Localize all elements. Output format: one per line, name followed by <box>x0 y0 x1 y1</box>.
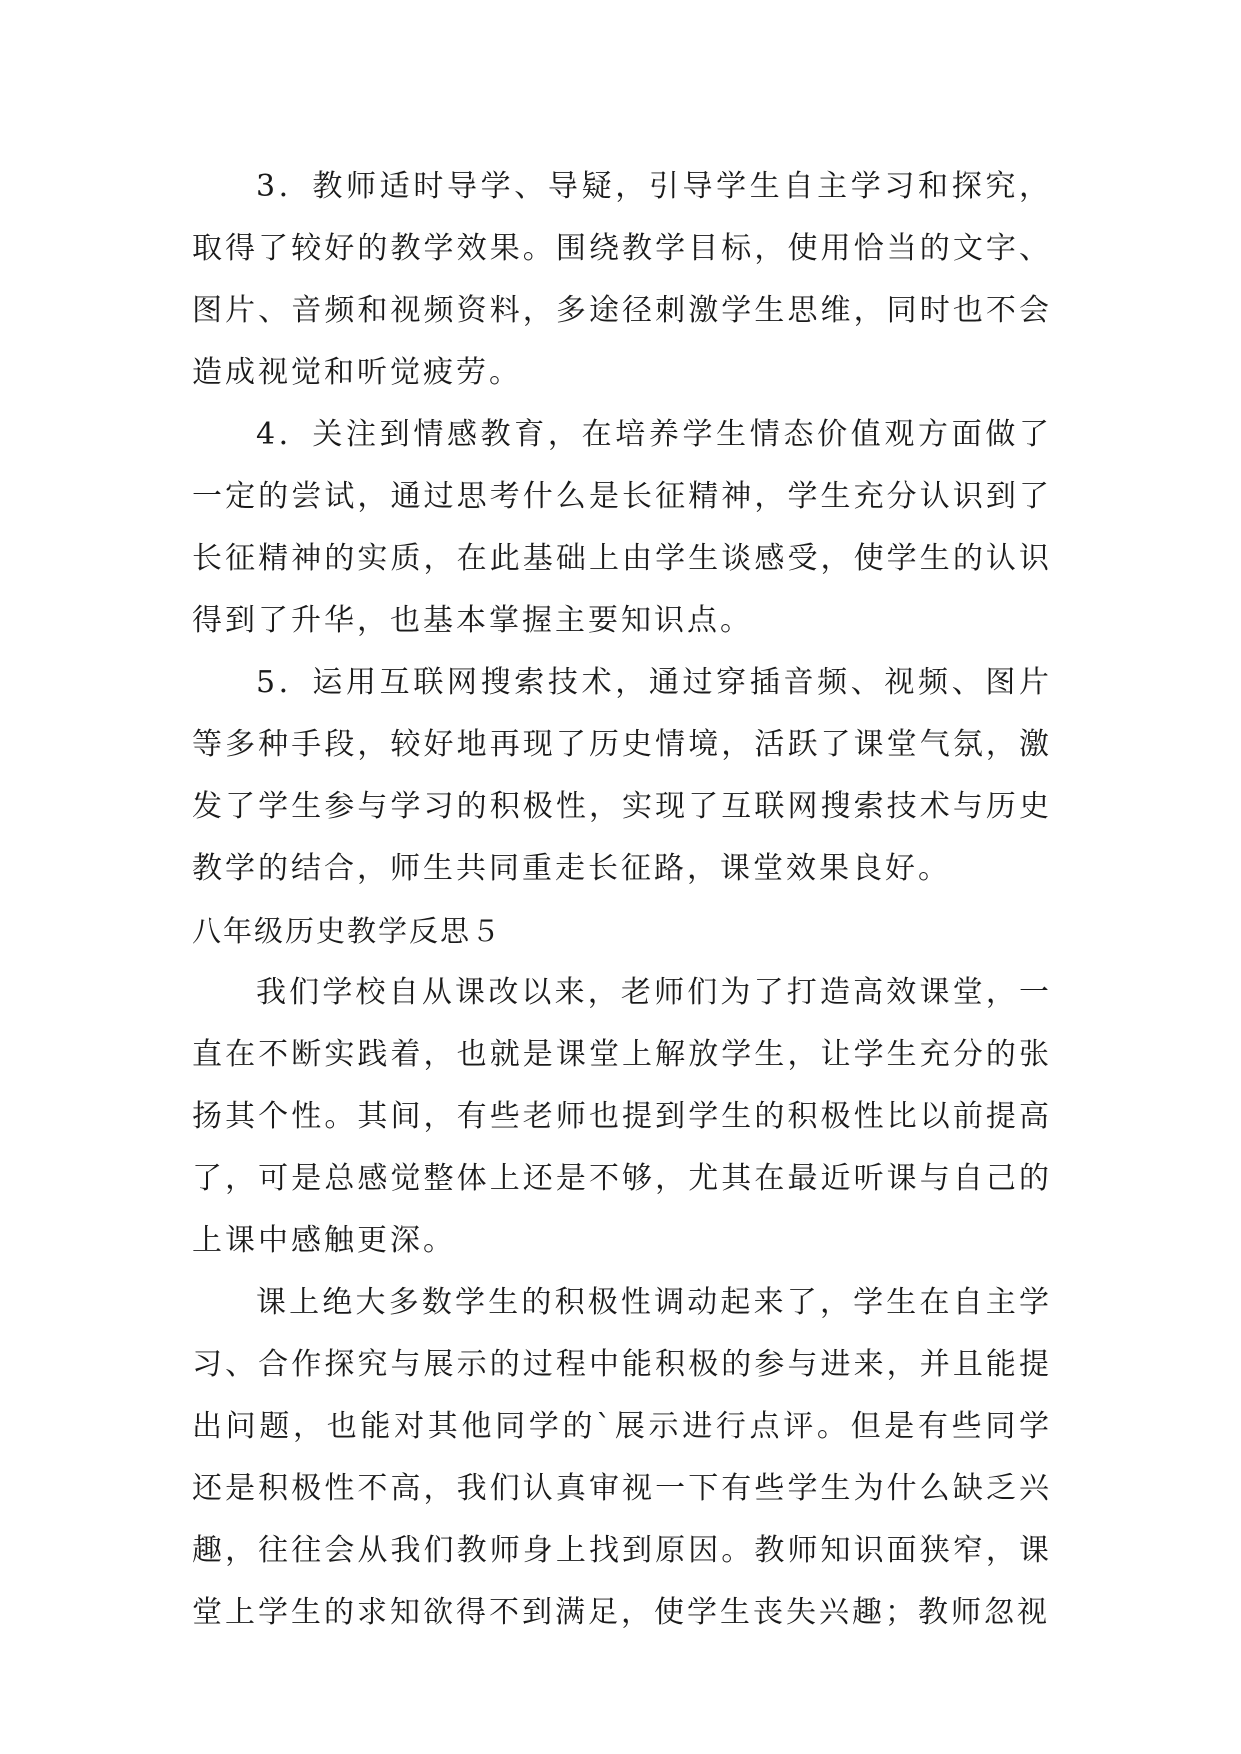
paragraph-reflection-2: 课上绝大多数学生的积极性调动起来了，学生在自主学习、合作探究与展示的过程中能积极的参与进来，并且能提出问题，也能对其他同学的`展示进行点评。但是有些同学还是积极性不高，我们认真审视一下有些学生为什么缺乏兴趣，往往会从我们教师身上找到原因。教师知识面狭窄，课堂上学生的求知欲得不到满足，使学生丧失兴趣；教师忽视 <box>192 1285 1052 1630</box>
paragraph-item-4: 4．关注到情感教育，在培养学生情态价值观方面做了一定的尝试，通过思考什么是长征精神，学生充分认识到了长征精神的实质，在此基础上由学生谈感受，使学生的认识得到了升华，也基本掌握主要知识点。 <box>192 417 1052 638</box>
document-body <box>192 156 1052 1644</box>
section-heading: 八年级历史教学反思５ <box>192 914 503 948</box>
paragraph-item-3: 3．教师适时导学、导疑，引导学生自主学习和探究，取得了较好的教学效果。围绕教学目标，使用恰当的文字、图片、音频和视频资料，多途径刺激学生思维，同时也不会造成视觉和听觉疲劳。 <box>192 169 1052 390</box>
paragraph-reflection-1: 我们学校自从课改以来，老师们为了打造高效课堂，一直在不断实践着，也就是课堂上解放学生，让学生充分的张扬其个性。其间，有些老师也提到学生的积极性比以前提高了，可是总感觉整体上还是不够，尤其在最近听课与自己的上课中感触更深。 <box>192 975 1052 1258</box>
paragraph-item-5: 5．运用互联网搜索技术，通过穿插音频、视频、图片等多种手段，较好地再现了历史情境，活跃了课堂气氛，激发了学生参与学习的积极性，实现了互联网搜索技术与历史教学的结合，师生共同重走长征路，课堂效果良好。 <box>192 665 1052 886</box>
